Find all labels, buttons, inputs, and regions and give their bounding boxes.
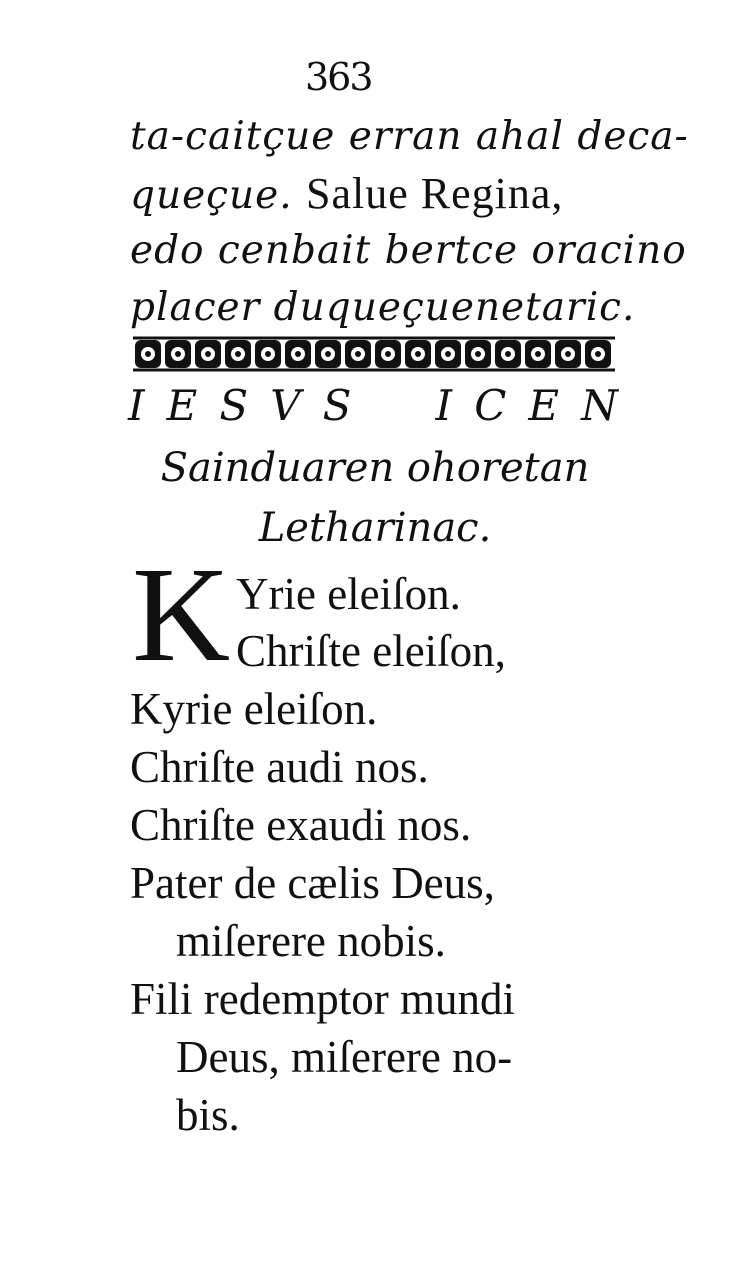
intro-line-3-part-3: oracino (531, 228, 687, 273)
title-letter: E (528, 381, 560, 430)
title-letter: I (128, 381, 145, 430)
intro-line-3-part-1: edo cenbait (130, 228, 372, 273)
intro-line-3-part-2: bertce (384, 228, 519, 273)
ornamental-border (131, 332, 617, 376)
litany-line: Chriſte exaudi nos. (130, 800, 472, 850)
intro-line-3 (130, 222, 687, 279)
title-letter: N (581, 381, 618, 430)
litany-line: Pater de cælis Deus, (130, 858, 495, 908)
subtitle-line-2: Letharinac. (258, 505, 492, 551)
title-letter: V (270, 381, 301, 430)
prayer-intro (130, 108, 689, 336)
title-letter: S (322, 381, 352, 430)
litany-line-indented: miſerere nobis. (176, 916, 446, 966)
title-iesus-icen (128, 380, 618, 432)
litany-line: Fili redemptor mundi (130, 974, 515, 1024)
litany-line-indented: Deus, miſerere no- (176, 1032, 513, 1082)
drop-cap-letter: K (132, 540, 231, 690)
title-letter: E (166, 381, 198, 430)
intro-line-2-italic: queçue. (130, 173, 293, 218)
litany-second-line: Chriſte eleiſon, (236, 626, 506, 676)
litany-lines (130, 680, 515, 1144)
litany-line: Kyrie eleiſon. (130, 684, 378, 734)
intro-line-1 (130, 108, 689, 165)
page-number: 363 (305, 55, 372, 99)
title-letter: C (474, 381, 507, 430)
title-gap (373, 380, 413, 432)
intro-line-2 (130, 165, 614, 222)
intro-line-2-roman: Salue Regina, (306, 169, 564, 218)
intro-line-1-part-1: ta-caitçue erran ahal (130, 114, 565, 159)
title-letter: S (219, 381, 249, 430)
subtitle-line-1: Sainduaren ohoretan (160, 445, 590, 491)
litany-line-indented: bis. (176, 1090, 240, 1140)
intro-line-4: placer duqueçuenetaric. (130, 285, 636, 330)
intro-line-1-part-2: deca- (577, 114, 689, 159)
litany-first-line: Yrie eleiſon. (236, 569, 461, 619)
litany-line: Chriſte audi nos. (130, 742, 429, 792)
title-letter: I (435, 381, 453, 430)
